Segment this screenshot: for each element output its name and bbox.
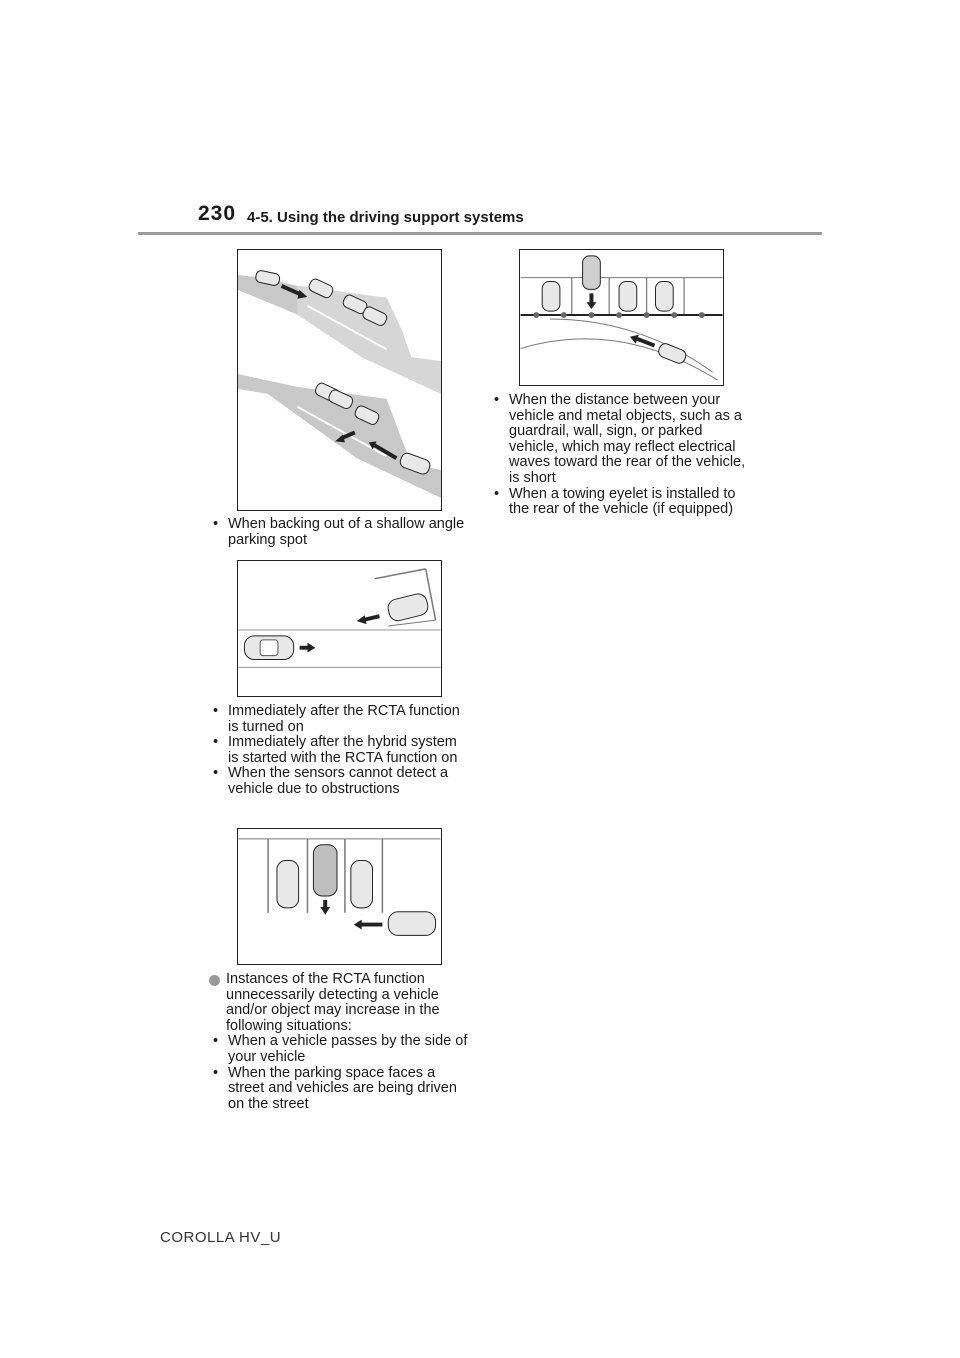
bullet-text: When the distance between your vehicle and metal objects, such as a guardrail, wall, sign, or parked vehicle, which may reflect electrical waves toward the rear of the vehicle, is short <box>509 392 746 486</box>
list-item: • When the distance between your vehicle and metal objects, such as a guardrail, wall, sign, or parked vehicle, which may reflect electrical waves toward the rear of the vehicle, is short <box>494 392 746 486</box>
list-item: • Immediately after the RCTA function is turned on <box>213 703 460 735</box>
illustration-metal-objects <box>519 249 724 386</box>
bullet-text: When a towing eyelet is installed to the rear of the vehicle (if equipped) <box>509 485 736 518</box>
bullet-text: When the sensors cannot detect a vehicle due to obstructions <box>228 765 449 797</box>
metal-objects-drawing <box>520 250 723 385</box>
bullet-text: Immediately after the hybrid system is started with the RCTA function on <box>228 734 458 766</box>
bullets-metal-objects <box>490 393 752 518</box>
footer-model: COROLLA HV_U <box>160 1229 282 1246</box>
section-title: 4-5. Using the driving support systems <box>247 209 524 226</box>
rcta-turned-on-drawing <box>238 561 441 696</box>
page-number: 230 <box>198 202 237 225</box>
circle-item-text: Instances of the RCTA function unnecessarily detecting a vehicle and/or object may increase in the following situations: <box>226 971 440 1034</box>
list-item: • When a vehicle passes by the side of your vehicle <box>213 1033 468 1065</box>
bullet-text: Immediately after the RCTA function is turned on <box>228 703 460 735</box>
obstructions-drawing <box>238 829 441 964</box>
circle-list-item <box>209 972 473 1034</box>
bullets-rcta-on <box>209 704 471 798</box>
list-item: • When backing out of a shallow angle parking spot <box>213 516 465 548</box>
illustration-shallow-angle-parking <box>237 249 442 511</box>
bullet-text: When the parking space faces a street and vehicles are being driven on the street <box>228 1064 457 1112</box>
list-item: • When a towing eyelet is installed to the rear of the vehicle (if equipped) <box>494 485 736 518</box>
bullet-text: When a vehicle passes by the side of your vehicle <box>228 1033 468 1065</box>
header-divider <box>138 232 822 235</box>
shallow-angle-parking-drawing <box>238 250 441 510</box>
illustration-obstructions <box>237 828 442 965</box>
bullet-text: When backing out of a shallow angle parking spot <box>228 516 465 548</box>
circle-bullet-icon <box>209 975 220 986</box>
page-header <box>0 0 960 240</box>
circle-item-block <box>209 972 473 1112</box>
list-item: • When the parking space faces a street and vehicles are being driven on the street <box>213 1064 457 1112</box>
list-item: • Immediately after the hybrid system is started with the RCTA function on <box>213 734 458 766</box>
bullets-shallow-angle <box>209 517 469 548</box>
list-item: • When the sensors cannot detect a vehicle due to obstructions <box>213 765 449 797</box>
illustration-rcta-turned-on <box>237 560 442 697</box>
